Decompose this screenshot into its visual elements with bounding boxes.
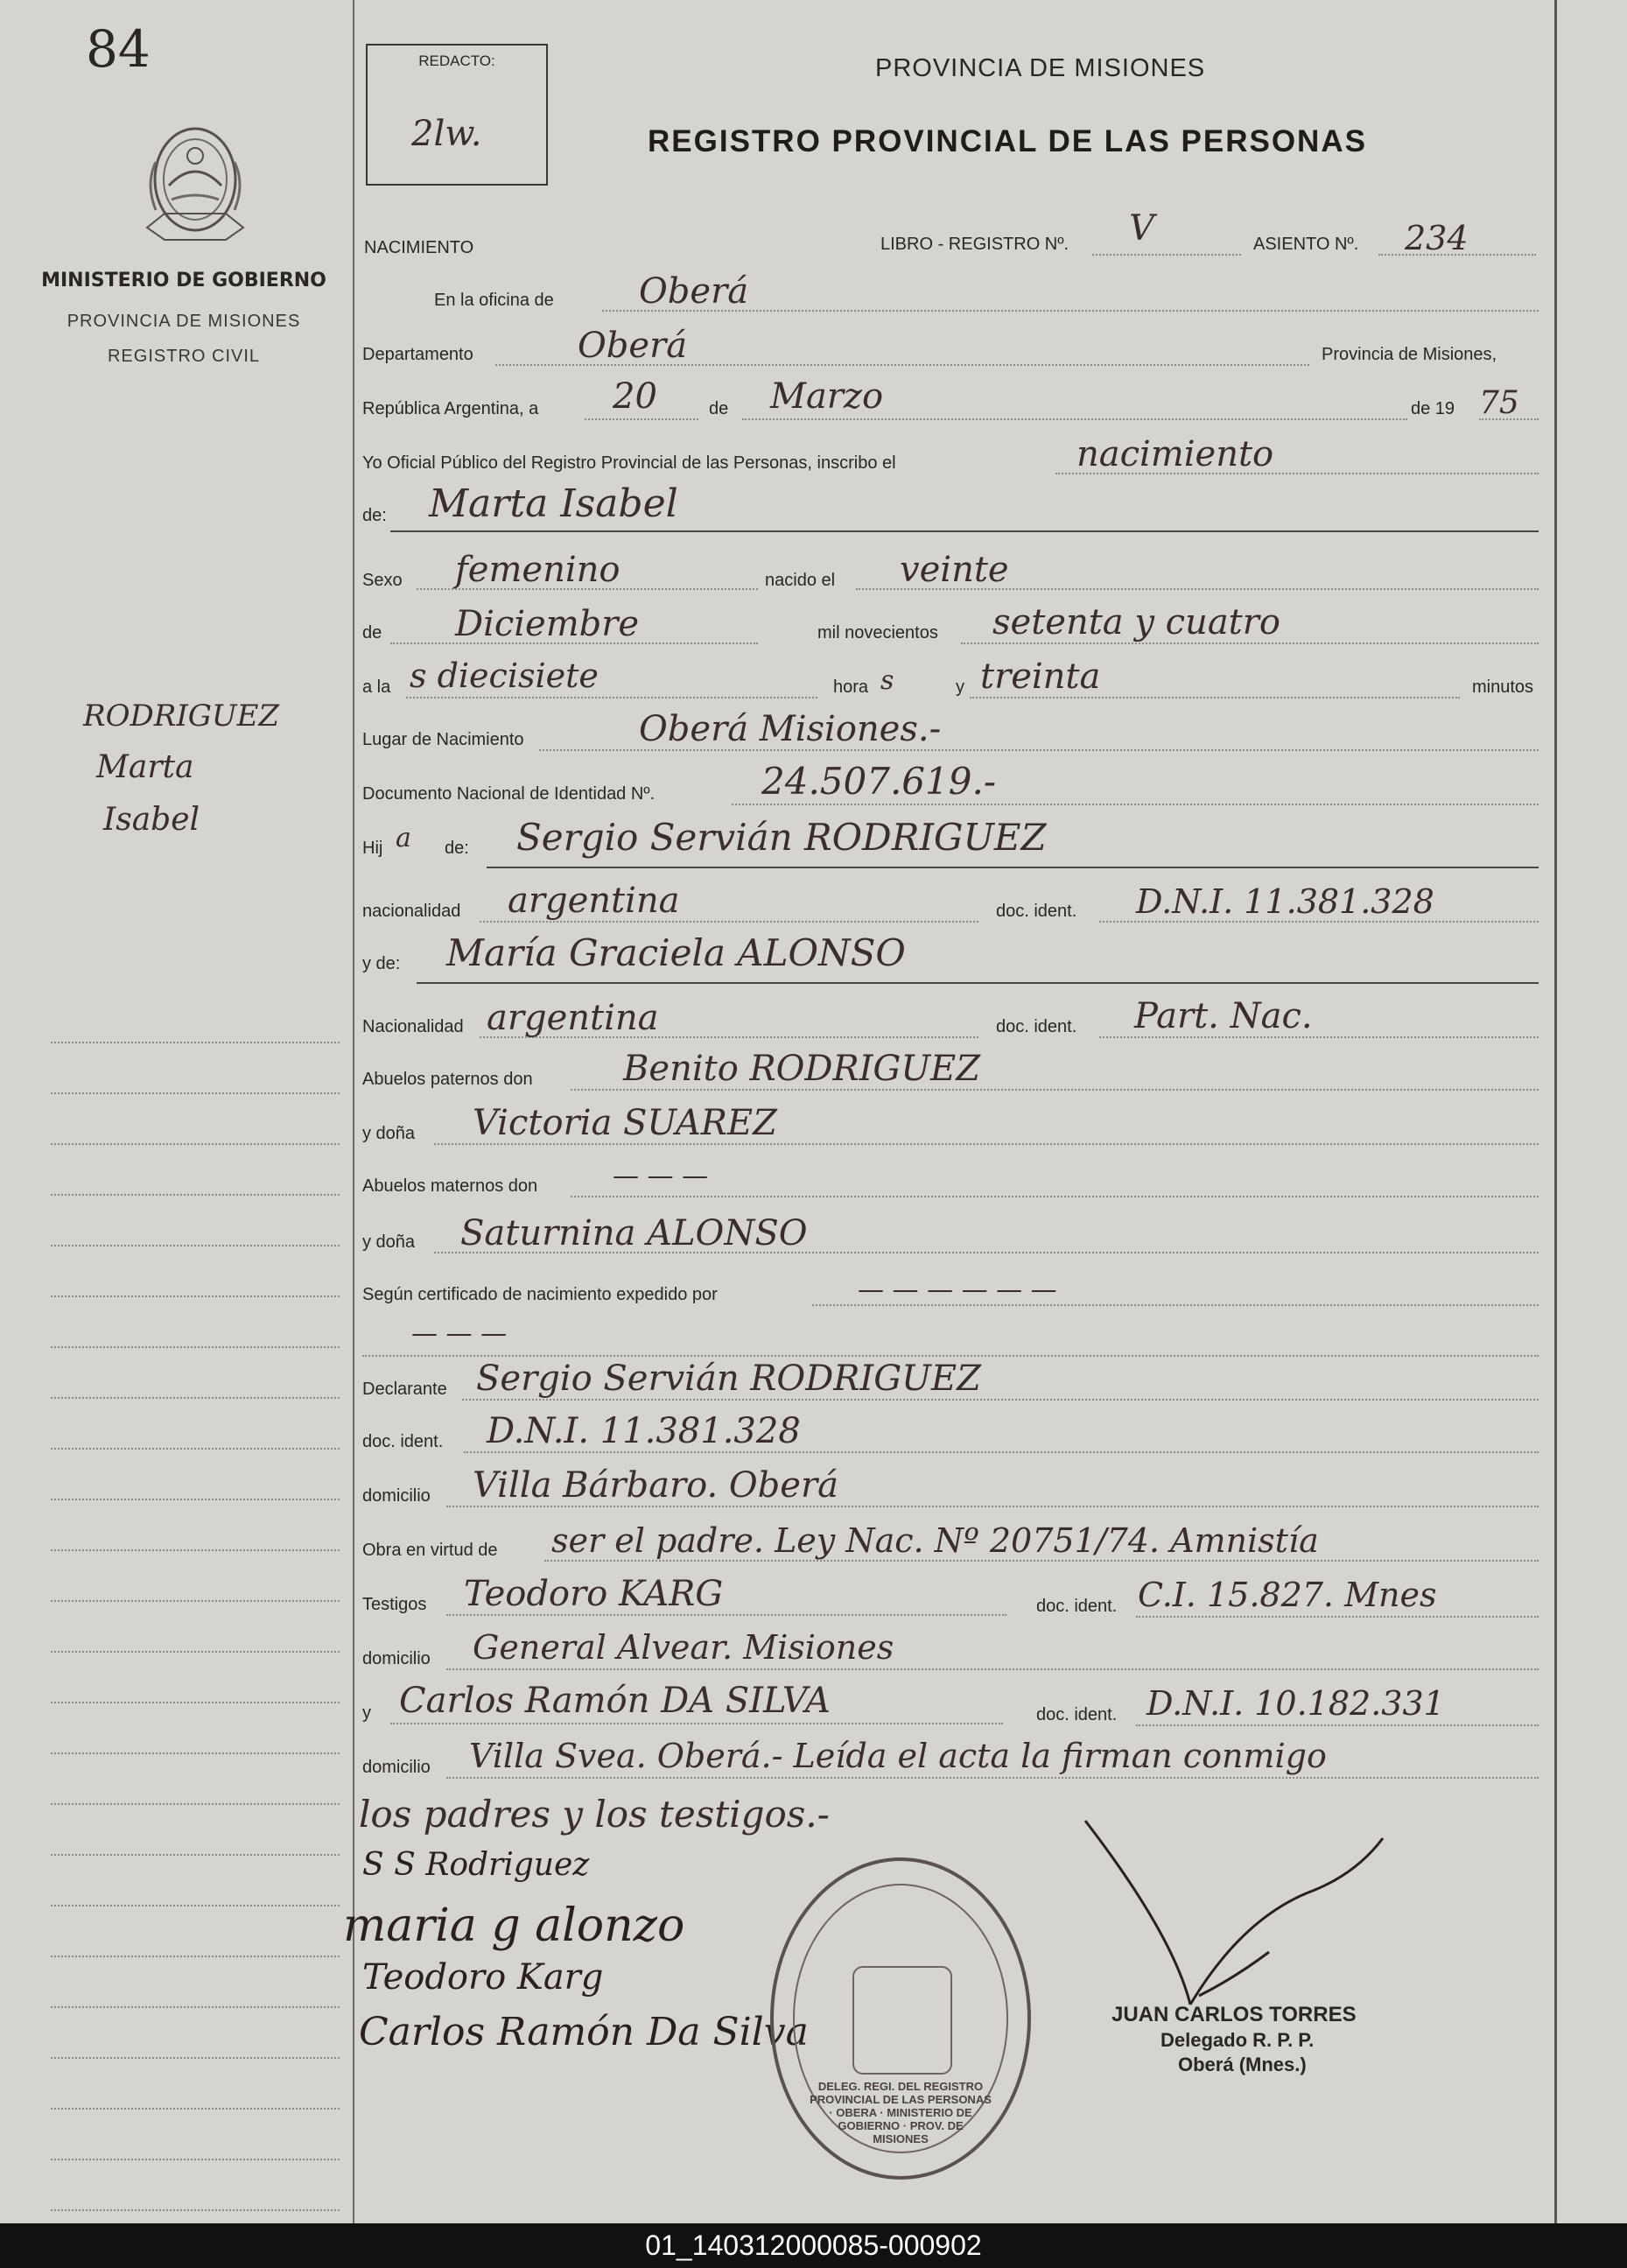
margin-ruled-line: [51, 1245, 340, 1246]
y-dona2-label: y doña: [362, 1232, 416, 1252]
alas-line: [406, 697, 817, 699]
nacido-el-label: nacido el: [765, 571, 836, 590]
testigo1-line: [446, 1614, 1006, 1616]
nombre-value: Marta Isabel: [429, 481, 678, 526]
page-title: REGISTRO PROVINCIAL DE LAS PERSONAS: [648, 124, 1367, 158]
margin-ruled-line: [51, 1702, 340, 1703]
official-location: Oberá (Mnes.): [1178, 2054, 1307, 2075]
abuelo-mat-value: — — —: [613, 1161, 709, 1191]
mil-label: mil novecientos: [817, 623, 938, 642]
inscribo-value: nacimiento: [1076, 434, 1274, 474]
segun-value: — — — — — —: [858, 1274, 1057, 1305]
declarante-label: Declarante: [362, 1380, 447, 1399]
margin-ruled-line: [51, 1803, 340, 1805]
page-number: 84: [86, 19, 151, 79]
libro-line: [1092, 254, 1241, 256]
doc-ident2-label: doc. ident.: [996, 1017, 1077, 1036]
dia-value: 20: [613, 376, 657, 417]
redacto-label: REDACTO:: [418, 53, 495, 69]
madre-doc-value: Part. Nac.: [1134, 996, 1313, 1036]
official-name: JUAN CARLOS TORRES: [1112, 2003, 1357, 2026]
abuela-mat-value: Saturnina ALONSO: [460, 1213, 808, 1253]
official-title: Delegado R. P. P.: [1161, 2029, 1315, 2051]
hora-label: hora: [833, 678, 869, 697]
coat-of-arms-icon: [130, 123, 261, 254]
signature-witness1: Teodoro Karg: [362, 1957, 604, 1998]
domicilio-value: Villa Bárbaro. Oberá: [473, 1465, 838, 1506]
madre-nac-value: argentina: [487, 998, 659, 1038]
oficina-value: Oberá: [639, 271, 749, 312]
madre-doc-line: [1099, 1036, 1539, 1038]
signature-father: S S Rodriguez: [362, 1847, 590, 1883]
doc-ident4-label: doc. ident.: [1036, 1597, 1118, 1616]
asiento-value: 234: [1405, 219, 1469, 257]
testigo1-dom-value: General Alvear. Misiones: [473, 1628, 894, 1667]
margin-ruled-line: [51, 2057, 340, 2059]
lugar-label: Lugar de Nacimiento: [362, 730, 524, 749]
hij-value: a: [396, 823, 411, 853]
margin-note-middle: Isabel: [103, 802, 200, 838]
margin-ruled-line: [51, 1956, 340, 1957]
domicilio1-label: domicilio: [362, 1486, 431, 1506]
padre-doc-value: D.N.I. 11.381.328: [1136, 882, 1434, 921]
departamento-label: Departamento: [362, 345, 473, 364]
sexo-label: Sexo: [362, 571, 403, 590]
testigo1-doc-line: [1136, 1616, 1539, 1618]
hij-label: Hij: [362, 839, 383, 858]
testigo1-value: Teodoro KARG: [464, 1574, 724, 1614]
abuela-pat-value: Victoria SUAREZ: [473, 1103, 777, 1143]
header-province: PROVINCIA DE MISIONES: [875, 54, 1206, 82]
testigo2-dom-line: [446, 1777, 1539, 1779]
declarante-line: [462, 1399, 1539, 1401]
de2-label: de: [362, 623, 382, 642]
testigo2-line: [390, 1723, 1003, 1724]
margin-ruled-line: [51, 1600, 340, 1602]
left-column-divider: [353, 0, 354, 2223]
y-de-label: y de:: [362, 954, 401, 973]
nacido-el-value: veinte: [900, 550, 1009, 590]
padre-nac-value: argentina: [508, 881, 680, 921]
margin-ruled-line: [51, 2209, 340, 2211]
minutos-label: minutos: [1472, 678, 1534, 697]
seal-text: DELEG. REGI. DEL REGISTRO PROVINCIAL DE LAS PERSONAS · OBERA · MINISTERIO DE GOBIERNO · PROV. DE MISIONES: [810, 2080, 992, 2145]
redacto-box: [366, 44, 548, 186]
segun-value-2: — — —: [411, 1318, 508, 1349]
image-id-footer: 01_140312000085-000902: [0, 2223, 1627, 2268]
declarante-doc-line: [464, 1451, 1539, 1453]
margin-ruled-line: [51, 1346, 340, 1348]
testigos-label: Testigos: [362, 1595, 427, 1614]
nombre-line: [390, 530, 1539, 532]
registry-seal: [770, 1857, 1031, 2180]
signature-mother: maria g alonzo: [343, 1899, 685, 1952]
cierre-text: los padres y los testigos.-: [359, 1793, 830, 1836]
libro-label: LIBRO - REGISTRO Nº.: [880, 235, 1069, 254]
republica-label: República Argentina, a: [362, 399, 539, 418]
abuelos-pat-label: Abuelos paternos don: [362, 1070, 533, 1089]
anio-nac-line: [961, 642, 1539, 644]
lugar-line: [539, 749, 1539, 751]
departamento-value: Oberá: [578, 326, 688, 366]
asiento-label: ASIENTO Nº.: [1253, 235, 1359, 254]
declarante-value: Sergio Servián RODRIGUEZ: [476, 1359, 981, 1399]
nacimiento-label: NACIMIENTO: [364, 238, 474, 257]
hora-value: s: [880, 665, 894, 696]
de1-label: de: [709, 399, 729, 418]
minutos-value: treinta: [980, 657, 1101, 697]
domicilio2-label: domicilio: [362, 1649, 431, 1668]
padre-doc-line: [1099, 921, 1539, 923]
yo-oficial-label: Yo Oficial Público del Registro Provincial de las Personas, inscribo el: [362, 453, 896, 473]
domicilio3-label: domicilio: [362, 1758, 431, 1777]
margin-ruled-line: [51, 1499, 340, 1500]
doc-ident1-label: doc. ident.: [996, 902, 1077, 921]
dni-value: 24.507.619.-: [761, 760, 997, 803]
dni-line: [732, 804, 1539, 805]
minutos-line: [970, 697, 1460, 699]
margin-ruled-line: [51, 1752, 340, 1754]
testigo1-doc-value: C.I. 15.827. Mnes: [1138, 1576, 1437, 1614]
testigo2-dom-value: Villa Svea. Oberá.- Leída el acta la firman conmigo: [469, 1737, 1327, 1775]
padre-line: [487, 867, 1539, 868]
mes-value: Marzo: [770, 376, 884, 417]
official-signature-icon: [1068, 1803, 1400, 2031]
redacto-initials: 2lw.: [411, 114, 482, 154]
abuelo-pat-value: Benito RODRIGUEZ: [623, 1049, 981, 1089]
abuela-pat-line: [434, 1143, 1539, 1145]
segun-label: Según certificado de nacimiento expedido por: [362, 1285, 718, 1304]
nacionalidad1-label: nacionalidad: [362, 902, 461, 921]
madre-line: [417, 982, 1539, 984]
margin-ruled-line: [51, 1143, 340, 1145]
right-page-edge: [1554, 0, 1557, 2223]
mes-line: [742, 418, 1407, 420]
alas-label: a la: [362, 678, 391, 697]
hij-de-label: de:: [445, 839, 469, 858]
province-label: PROVINCIA DE MISIONES: [67, 312, 301, 331]
testigo2-doc-line: [1136, 1724, 1539, 1726]
obra-label: Obra en virtud de: [362, 1541, 498, 1560]
alas-value: s diecisiete: [410, 657, 599, 695]
segun-line-2: [362, 1355, 1539, 1357]
anio-nac-value: setenta y cuatro: [992, 602, 1280, 642]
nacionalidad2-label: Nacionalidad: [362, 1017, 464, 1036]
margin-note-first: Marta: [96, 749, 194, 785]
obra-value: ser el padre. Ley Nac. Nº 20751/74. Amnistía: [551, 1521, 1319, 1560]
signature-witness2: Carlos Ramón Da Silva: [359, 2010, 809, 2054]
testigo2-value: Carlos Ramón DA SILVA: [399, 1681, 831, 1721]
dia-line: [585, 418, 698, 420]
de-year-label: de 19: [1411, 399, 1455, 418]
registry-label: REGISTRO CIVIL: [107, 347, 261, 366]
oficina-label: En la oficina de: [434, 291, 554, 310]
de-name-label: de:: [362, 506, 387, 525]
y-label: y: [956, 678, 964, 697]
lugar-value: Oberá Misiones.-: [639, 709, 942, 749]
margin-ruled-line: [51, 2006, 340, 2008]
domicilio-line: [446, 1506, 1539, 1507]
margin-ruled-line: [51, 1854, 340, 1856]
margin-ruled-line: [51, 1397, 340, 1399]
margin-ruled-line: [51, 1448, 340, 1450]
padre-nac-line: [480, 921, 978, 923]
testigo2-doc-value: D.N.I. 10.182.331: [1147, 1684, 1445, 1723]
margin-ruled-line: [51, 1549, 340, 1551]
margin-ruled-line: [51, 1194, 340, 1196]
testigo1-dom-line: [446, 1668, 1539, 1670]
margin-ruled-line: [51, 2108, 340, 2110]
declarante-doc-value: D.N.I. 11.381.328: [487, 1411, 801, 1451]
padre-value: Sergio Servián RODRIGUEZ: [516, 816, 1047, 859]
obra-line: [544, 1560, 1539, 1562]
abuelo-mat-line: [571, 1196, 1539, 1197]
margin-ruled-line: [51, 1905, 340, 1906]
provincia-label: Provincia de Misiones,: [1322, 345, 1497, 364]
doc-ident5-label: doc. ident.: [1036, 1705, 1118, 1724]
y-dona1-label: y doña: [362, 1124, 416, 1143]
abuelos-mat-label: Abuelos maternos don: [362, 1176, 538, 1196]
sexo-value: femenino: [455, 550, 621, 590]
margin-ruled-line: [51, 1042, 340, 1043]
libro-value: V: [1129, 208, 1154, 249]
y2-label: y: [362, 1703, 371, 1723]
abuelo-pat-line: [571, 1089, 1539, 1091]
margin-note-surname: RODRIGUEZ: [83, 699, 280, 734]
madre-value: María Graciela ALONSO: [446, 931, 906, 974]
margin-ruled-line: [51, 1295, 340, 1297]
margin-ruled-line: [51, 1651, 340, 1653]
margin-ruled-line: [51, 2159, 340, 2160]
mes-nac-value: Diciembre: [455, 604, 640, 644]
margin-ruled-line: [51, 1092, 340, 1094]
doc-ident3-label: doc. ident.: [362, 1432, 444, 1451]
anio-value: 75: [1479, 385, 1519, 421]
dni-label: Documento Nacional de Identidad Nº.: [362, 784, 656, 804]
ministry-label: MINISTERIO DE GOBIERNO: [41, 270, 326, 291]
